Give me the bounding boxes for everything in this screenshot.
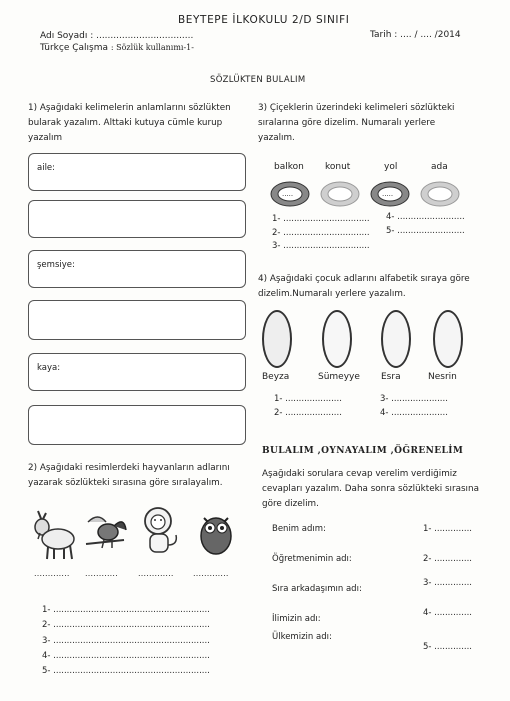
question-label: Sıra arkadaşımın adı: [272, 584, 362, 594]
answer-line[interactable]: 3- ................................ [272, 241, 370, 251]
answer-line[interactable]: 4- .......................................................... [42, 650, 210, 661]
q3-line: 3) Çiçeklerin üzerindeki kelimeleri sözlükteki [258, 103, 455, 113]
date-field: Tarih : .... / .... /2014 [370, 30, 461, 40]
q1-line: yazalım [28, 133, 63, 143]
word-box-semsiye [28, 250, 246, 288]
answer-line[interactable]: 4- ......................... [386, 212, 465, 222]
child-portrait-nesrin [433, 310, 463, 368]
animal-blank[interactable]: ............. [193, 569, 229, 578]
q3-right-lines [386, 211, 465, 238]
owl-icon [196, 510, 236, 556]
q4-instructions [258, 272, 470, 302]
q3-line: sıralarına göre dizelim. Numaralı yerlere [258, 118, 436, 128]
child-name: Nesrin [428, 372, 457, 382]
sentence-box[interactable] [28, 200, 246, 238]
flower-blank[interactable]: ..... [282, 190, 294, 198]
flower-word: balkon [274, 162, 304, 172]
q5-line: cevapları yazalım. Daha sonra sözlükteki sırasına [262, 484, 479, 494]
school-title: BEYTEPE İLKOKULU 2/D SINIFI [178, 14, 350, 26]
word-label: şemsiye: [37, 260, 75, 270]
question-label: Öğretmenimin adı: [272, 554, 352, 564]
child-portrait-esra [381, 310, 411, 368]
animal-blank[interactable]: ............. [138, 569, 174, 578]
word-label: kaya: [37, 363, 61, 373]
answer-line[interactable]: 1- .......................................................... [42, 605, 210, 615]
animal-blank[interactable]: ............. [34, 569, 70, 578]
answer-line[interactable]: 1- .............. [423, 524, 473, 534]
flower-word: ada [431, 162, 448, 172]
q2-line: yazarak sözlükteki sırasına göre sıralayalım. [28, 478, 223, 488]
answer-line[interactable]: 2- .............. [423, 554, 473, 564]
child-name: Sümeyye [318, 372, 360, 382]
answer-line[interactable]: 5- .............. [423, 642, 473, 652]
lion-icon [140, 505, 182, 557]
subject-line [40, 43, 194, 53]
q3-line: yazalım. [258, 133, 295, 143]
q4-line: 4) Aşağıdaki çocuk adlarını alfabetik sıraya göre [258, 274, 470, 284]
child-portrait-beyza [262, 310, 292, 368]
answer-line[interactable]: 1- ................................ [272, 214, 370, 224]
q4-left-lines [274, 392, 342, 420]
flower-word: konut [325, 162, 351, 172]
flower-word: yol [384, 162, 398, 172]
bird-icon [84, 510, 130, 555]
answer-line[interactable]: 5- .......................................................... [42, 666, 210, 677]
child-name: Esra [381, 372, 401, 382]
q5-line: Aşağıdaki sorulara cevap verelim verdiğimiz [262, 469, 457, 479]
q3-left-lines [272, 213, 370, 254]
name-field: Adı Soyadı : .................................. [40, 31, 194, 41]
goat-icon [30, 505, 78, 560]
question-label: Ülkemizin adı: [272, 632, 332, 642]
q5-line: göre dizelim. [262, 499, 319, 509]
section-heading: BULALIM ,OYNAYALIM ,ÖĞRENELİM [262, 446, 464, 456]
sentence-box[interactable] [28, 405, 246, 445]
animal-blank[interactable]: ............ [85, 569, 118, 578]
question-label: Benim adım: [272, 524, 326, 534]
question-label: İlimizin adı: [272, 614, 321, 624]
answer-line[interactable]: 3- ..................... [380, 394, 448, 404]
answer-line[interactable]: 2- .......................................................... [42, 620, 210, 631]
q2-line: 2) Aşağıdaki resimlerdeki hayvanların adlarını [28, 463, 230, 473]
answer-line[interactable]: 3- .......................................................... [42, 635, 210, 646]
q3-instructions [258, 101, 455, 146]
flower-blank[interactable]: ..... [382, 190, 394, 198]
flower-icon [420, 181, 460, 207]
sentence-box[interactable] [28, 300, 246, 340]
answer-line[interactable]: 2- ..................... [274, 408, 342, 418]
subject-value: : Sözlük kullanımı-1- [110, 43, 194, 52]
q1-line: bularak yazalım. Alttaki kutuya cümle kurup [28, 118, 223, 128]
q1-instructions [28, 101, 231, 146]
q1-line: 1) Aşağıdaki kelimelerin anlamlarını sözlükten [28, 103, 231, 113]
flower-icon [320, 181, 360, 207]
child-portrait-sumeyye [322, 310, 352, 368]
q2-instructions [28, 461, 230, 491]
word-box-kaya [28, 353, 246, 391]
q4-line: dizelim.Numaralı yerlere yazalım. [258, 289, 406, 299]
answer-line[interactable]: 4- .............. [423, 608, 473, 618]
answer-line[interactable]: 4- ..................... [380, 408, 448, 418]
q5-instructions [262, 467, 479, 512]
answer-line[interactable]: 1- ..................... [274, 394, 342, 404]
answer-line[interactable]: 5- ......................... [386, 225, 465, 236]
answer-line[interactable]: 3- .............. [423, 578, 473, 588]
word-box-aile [28, 153, 246, 191]
subject-label: Türkçe Çalışma [40, 43, 108, 53]
q4-right-lines [380, 392, 448, 420]
answer-line[interactable]: 2- ................................ [272, 227, 370, 238]
word-label: aile: [37, 163, 56, 173]
worksheet-title: SÖZLÜKTEN BULALIM [210, 75, 306, 85]
child-name: Beyza [262, 372, 290, 382]
q2-answer-lines [42, 603, 210, 679]
